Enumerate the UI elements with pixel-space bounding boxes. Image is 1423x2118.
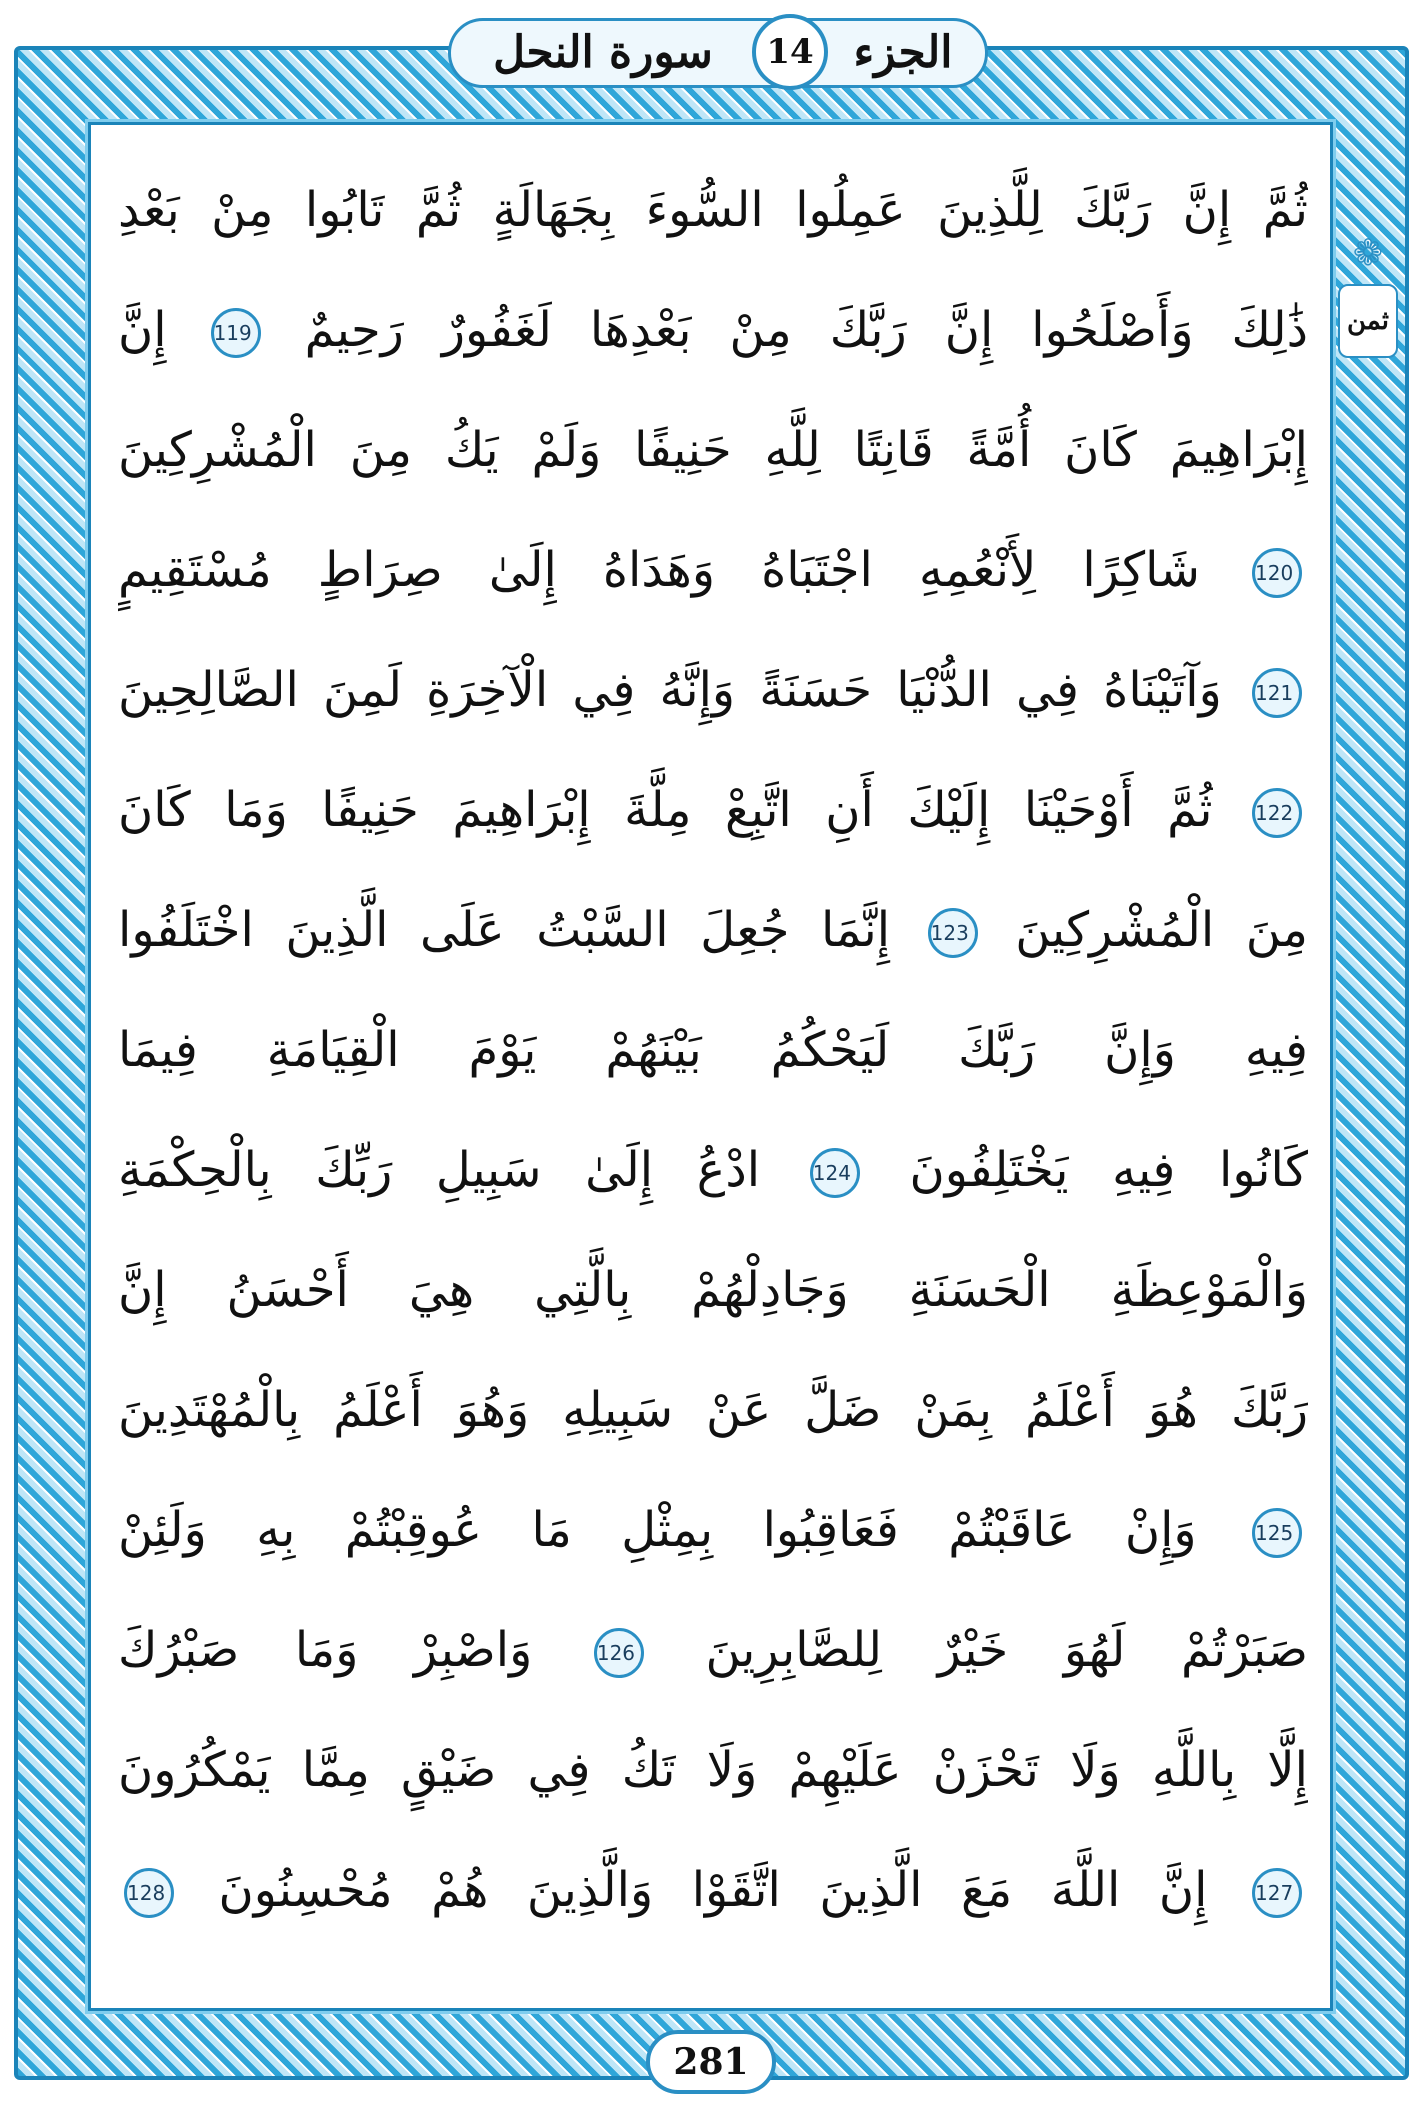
verse-line (118, 1230, 1308, 1350)
verse-line (118, 1710, 1308, 1830)
verse-line (118, 1590, 1308, 1710)
verse-line (118, 1830, 1308, 1950)
verse-text: كَانُوا فِيهِ يَخْتَلِفُونَ (909, 1142, 1308, 1198)
verse-text: شَاكِرًا لِأَنْعُمِهِ اجْتَبَاهُ وَهَدَاهُ إِلَىٰ صِرَاطٍ مُسْتَقِيمٍ (118, 542, 1200, 598)
verse-line (118, 1350, 1308, 1470)
verse-line (118, 630, 1308, 750)
aya-number-marker: 126 (594, 1628, 644, 1678)
verse-line (118, 150, 1308, 270)
verse-text: وَآتَيْنَاهُ فِي الدُّنْيَا حَسَنَةً وَإِنَّهُ فِي الْآخِرَةِ لَمِنَ الصَّالِحِينَ (118, 662, 1222, 718)
verse-line (118, 750, 1308, 870)
flower-ornament-icon: ❁ (1352, 233, 1384, 274)
surah-title: سورة النحل (493, 27, 713, 78)
aya-number-marker: 119 (211, 308, 261, 358)
verse-text: وَاصْبِرْ وَمَا صَبْرُكَ (118, 1622, 533, 1678)
juz-label: الجزء (853, 27, 953, 78)
juz-number-badge: 14 (752, 14, 828, 90)
verse-text: ادْعُ إِلَىٰ سَبِيلِ رَبِّكَ بِالْحِكْمَةِ (118, 1142, 761, 1198)
verse-line (118, 1110, 1308, 1230)
verse-text: إِبْرَاهِيمَ كَانَ أُمَّةً قَانِتًا لِلَّهِ حَنِيفًا وَلَمْ يَكُ مِنَ الْمُشْرِكِينَ (118, 422, 1308, 478)
hizb-quarter-marker: ثمن (1338, 284, 1398, 358)
verse-line (118, 270, 1308, 390)
verse-text: ثُمَّ إِنَّ رَبَّكَ لِلَّذِينَ عَمِلُوا السُّوءَ بِجَهَالَةٍ ثُمَّ تَابُوا مِنْ بَعْدِ (118, 182, 1308, 238)
aya-number-marker: 120 (1252, 548, 1302, 598)
aya-number-marker: 125 (1252, 1508, 1302, 1558)
aya-number-marker: 122 (1252, 788, 1302, 838)
aya-number-marker: 128 (124, 1868, 174, 1918)
verse-text: إِلَّا بِاللَّهِ وَلَا تَحْزَنْ عَلَيْهِمْ وَلَا تَكُ فِي ضَيْقٍ مِمَّا يَمْكُرُونَ (118, 1742, 1308, 1798)
verse-text: وَإِنْ عَاقَبْتُمْ فَعَاقِبُوا بِمِثْلِ مَا عُوقِبْتُمْ بِهِ وَلَئِنْ (118, 1502, 1197, 1558)
aya-number-marker: 124 (810, 1148, 860, 1198)
verse-text: مِنَ الْمُشْرِكِينَ (1015, 902, 1308, 958)
verse-text: إِنَّمَا جُعِلَ السَّبْتُ عَلَى الَّذِينَ اخْتَلَفُوا (118, 902, 891, 958)
aya-number-marker: 121 (1252, 668, 1302, 718)
verse-line (118, 870, 1308, 990)
verse-text: رَبَّكَ هُوَ أَعْلَمُ بِمَنْ ضَلَّ عَنْ سَبِيلِهِ وَهُوَ أَعْلَمُ بِالْمُهْتَدِينَ (118, 1382, 1308, 1438)
verse-text: صَبَرْتُمْ لَهُوَ خَيْرٌ لِلصَّابِرِينَ (705, 1622, 1308, 1678)
verse-text: فِيهِ وَإِنَّ رَبَّكَ لَيَحْكُمُ بَيْنَهُمْ يَوْمَ الْقِيَامَةِ فِيمَا (118, 1022, 1308, 1078)
verse-text: ثُمَّ أَوْحَيْنَا إِلَيْكَ أَنِ اتَّبِعْ مِلَّةَ إِبْرَاهِيمَ حَنِيفًا وَمَا كَانَ (118, 782, 1213, 838)
verse-line (118, 510, 1308, 630)
verse-line (118, 1470, 1308, 1590)
verse-text: إِنَّ (118, 302, 167, 358)
aya-number-marker: 127 (1252, 1868, 1302, 1918)
verse-line (118, 990, 1308, 1110)
verse-text: وَالْمَوْعِظَةِ الْحَسَنَةِ وَجَادِلْهُمْ بِالَّتِي هِيَ أَحْسَنُ إِنَّ (118, 1262, 1308, 1318)
page-number: 281 (646, 2030, 776, 2094)
verse-text: إِنَّ اللَّهَ مَعَ الَّذِينَ اتَّقَوْا وَالَّذِينَ هُمْ مُحْسِنُونَ (218, 1862, 1208, 1918)
verse-line (118, 390, 1308, 510)
verse-lines (118, 150, 1308, 1970)
verse-text: ذَٰلِكَ وَأَصْلَحُوا إِنَّ رَبَّكَ مِنْ بَعْدِهَا لَغَفُورٌ رَحِيمٌ (304, 302, 1308, 358)
aya-number-marker: 123 (928, 908, 978, 958)
